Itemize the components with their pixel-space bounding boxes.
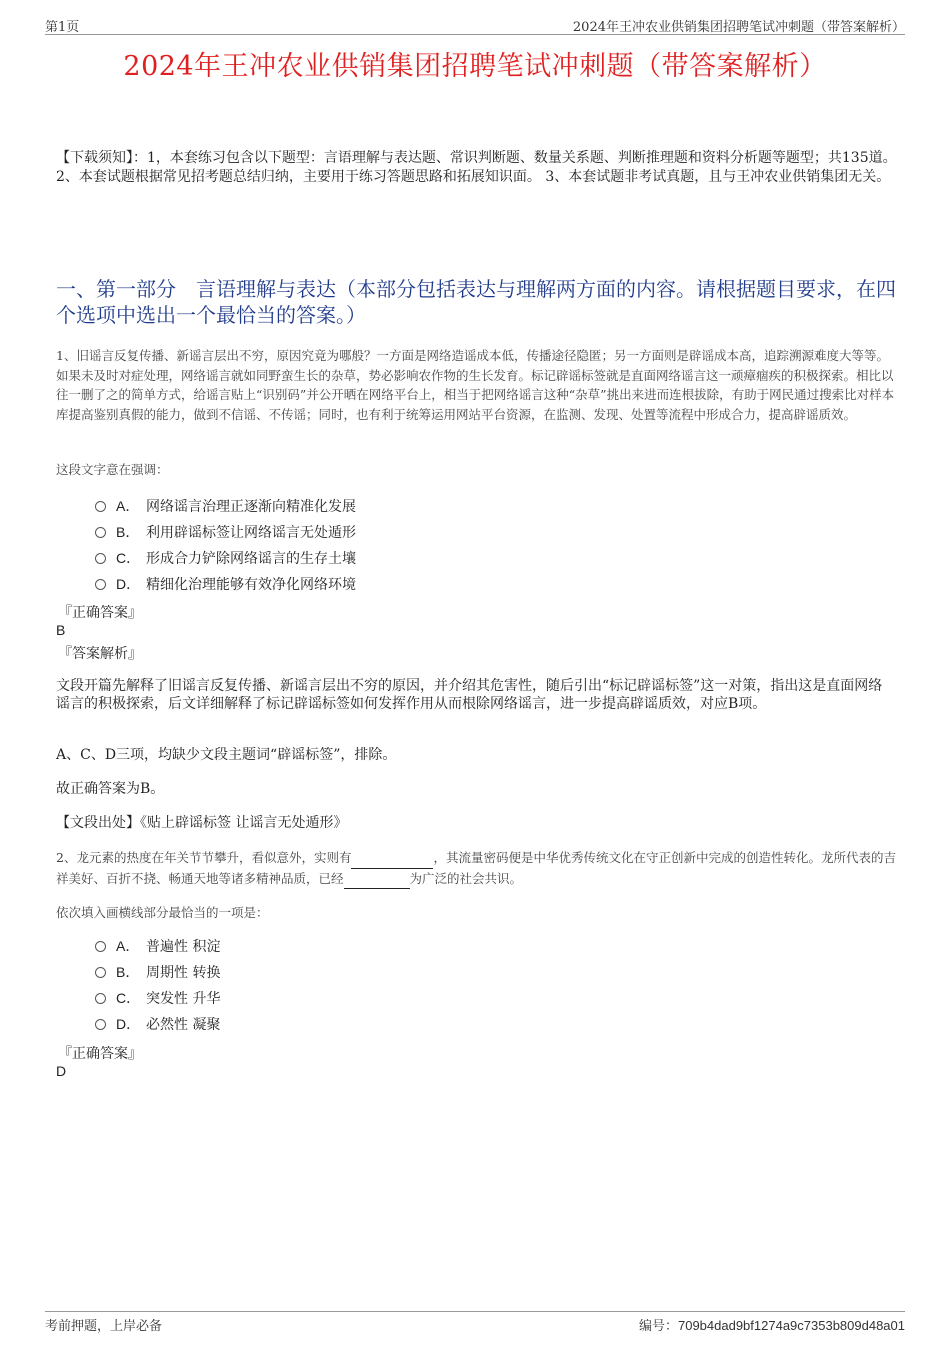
option-letter: C． [116,550,141,566]
radio-icon[interactable] [95,967,106,978]
question-1-prompt: 这段文字意在强调： [56,462,169,477]
correct-answer-label: 『正确答案』 [58,605,142,621]
question-2-options [95,933,695,1037]
analysis-conclusion: 故正确答案为B。 [56,781,165,797]
option-letter: A． [116,938,140,954]
question-1-text: 1、旧谣言反复传播、新谣言层出不穷，原因究竟为哪般？一方面是网络造谣成本低，传播途径隐匿；另一方面则是辟谣成本高，追踪溯源难度大等等。如果未及时对症处理，网络谣言就如同野蛮生长的杂草，势必影响农作物的生长发育。标记辟谣标签就是直面网络谣言这一顽瘴痼疾的积极探索。相比以往一删了之的简单方式，给谣言贴上“识别码”并公开晒在网络平台上，相当于把网络谣言这种“杂草”挑出来进而连根拔除，有助于网民通过搜索比对样本库提高鉴别真假的能力，做到不信谣、不传谣；同时，也有利于统筹运用网站平台资源，在监测、发现、处置等流程中形成合力，提高辟谣质效。 [56,348,895,422]
option-d[interactable] [95,1011,695,1037]
radio-icon[interactable] [95,579,106,590]
section-heading: 一、第一部分 言语理解与表达（本部分包括表达与理解两方面的内容。请根据题目要求，在四个选项中选出一个最恰当的答案。） [56,277,896,327]
page-number: 第1页 [45,20,80,35]
option-text: 网络谣言治理正逐渐向精准化发展 [146,499,356,515]
header-doc-title: 2024年王冲农业供销集团招聘笔试冲刺题（带答案解析） [572,20,905,35]
correct-answer-label: 『正确答案』 [58,1046,142,1062]
option-c[interactable] [95,985,695,1011]
option-a[interactable] [95,493,695,519]
question-2-text-part: ，其流量密码便是中华优秀传统文化在守正创新中完成的创造性转化。龙所代表的吉祥美好、百折不挠、畅通天地等诸多精神品质，已经 [56,850,896,886]
question-2-text-part: 2、龙元素的热度在年关节节攀升，看似意外，实则有 [56,850,352,865]
analysis-paragraph: 文段开篇先解释了旧谣言反复传播、新谣言层出不穷的原因，并介绍其危害性，随后引出“标记辟谣标签”这一对策，指出这是直面网络谣言的积极探索，后文详细解释了标记辟谣标签如何发挥作用从而根除网络谣言，进一步提高辟谣质效，对应B项。 [56,678,883,712]
radio-icon[interactable] [95,993,106,1004]
question-2-prompt: 依次填入画横线部分最恰当的一项是： [56,905,269,920]
option-letter: A． [116,498,140,514]
fill-blank [351,848,433,869]
option-text: 周期性 转换 [146,965,221,981]
option-letter: B． [116,524,140,540]
option-a[interactable] [95,933,695,959]
option-letter: D． [116,1016,141,1032]
radio-icon[interactable] [95,501,106,512]
serial-number [639,1315,905,1334]
option-text: 普遍性 积淀 [146,939,221,955]
option-text: 突发性 升华 [146,991,221,1007]
radio-icon[interactable] [95,553,106,564]
download-notice: 【下载须知】：1，本套练习包含以下题型：言语理解与表达题、常识判断题、数量关系题、判断推理题和资料分析题等题型；共135道。 2、本套试题根据常见招考题总结归纳，主要用于练习答题思路和拓展知识面。 3、本套试题非考试真题，且与王冲农业供销集团无关。 [56,150,897,185]
analysis-source: 【文段出处】《贴上辟谣标签 让谣言无处遁形》 [56,815,348,831]
footer-slogan: 考前押题，上岸必备 [45,1319,163,1334]
analysis-paragraph: A、C、D三项，均缺少文段主题词“辟谣标签”，排除。 [56,747,397,763]
question-1-options [95,493,695,597]
option-text: 精细化治理能够有效净化网络环境 [146,577,356,593]
radio-icon[interactable] [95,527,106,538]
correct-answer: D [56,1063,67,1079]
option-text: 利用辟谣标签让网络谣言无处遁形 [146,525,356,541]
analysis-label: 『答案解析』 [58,646,142,662]
page-footer [45,1311,905,1334]
correct-answer: B [56,622,66,638]
option-c[interactable] [95,545,695,571]
document-title: 2024年王冲农业供销集团招聘笔试冲刺题（带答案解析） [123,51,827,82]
serial-value: 709b4dad9bf1274a9c7353b809d48a01 [677,1318,905,1333]
option-b[interactable] [95,959,695,985]
serial-label: 编号： [638,1319,678,1334]
question-2-text-part: 为广泛的社会共识。 [409,870,523,886]
option-letter: D． [116,576,141,592]
page-header [45,14,905,35]
fill-blank [344,869,410,890]
option-letter: C． [116,990,141,1006]
option-text: 必然性 凝聚 [146,1017,221,1033]
radio-icon[interactable] [95,941,106,952]
question-2-text [56,848,901,889]
option-d[interactable] [95,571,695,597]
radio-icon[interactable] [95,1019,106,1030]
option-b[interactable] [95,519,695,545]
option-letter: B． [116,964,140,980]
option-text: 形成合力铲除网络谣言的生存土壤 [146,551,356,567]
